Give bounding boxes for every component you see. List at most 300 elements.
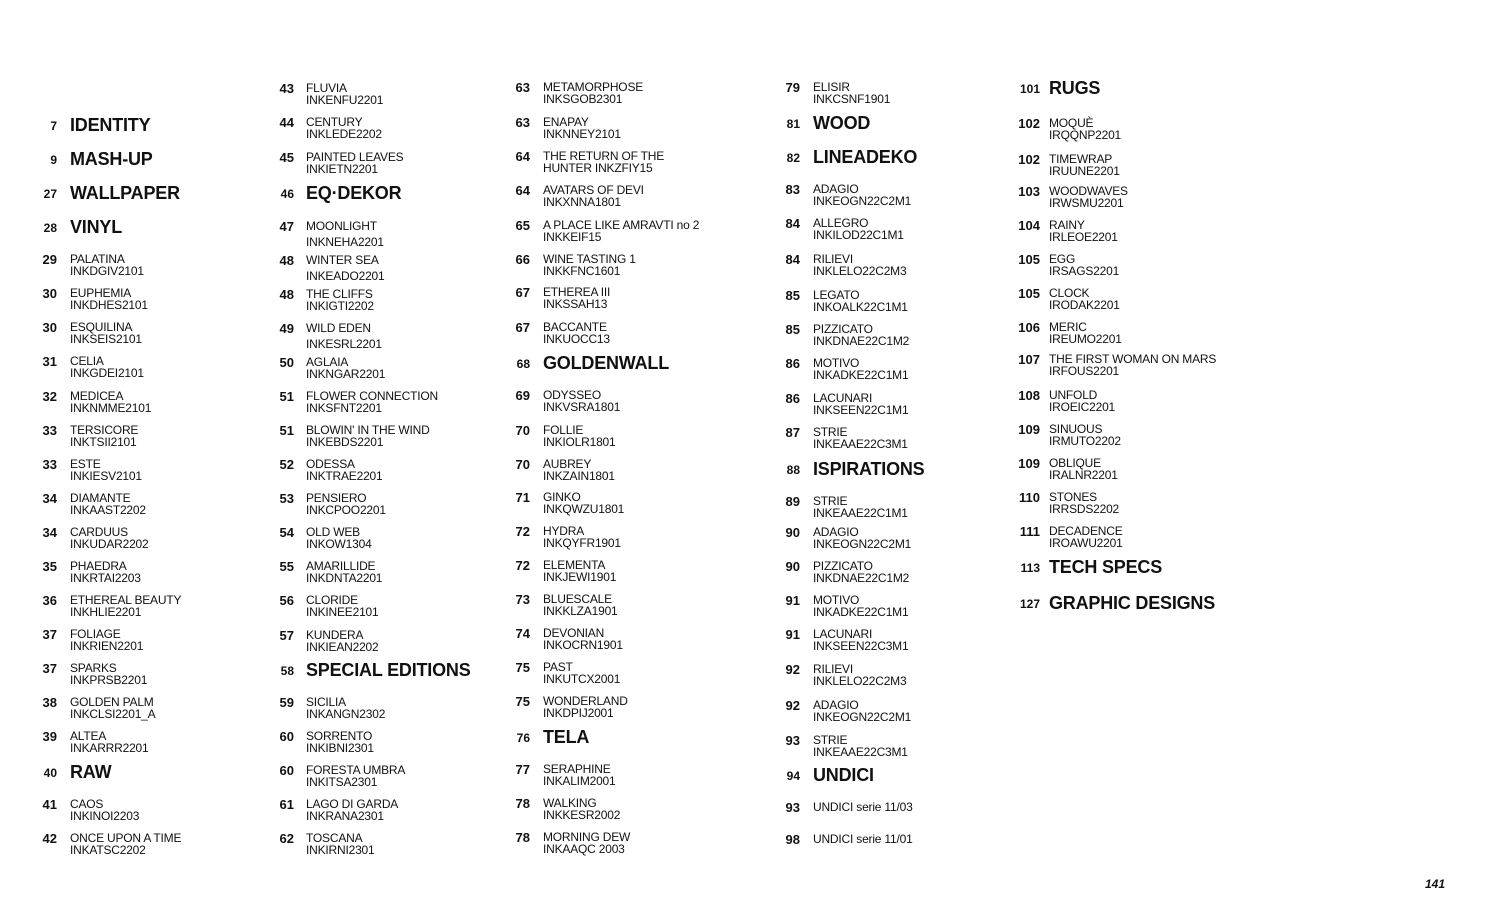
product-name: ODYSSEO	[543, 388, 601, 402]
entry-text	[70, 149, 153, 169]
page-ref: 105	[1018, 286, 1040, 301]
page-ref: 78	[515, 830, 530, 845]
product-code: INKQWZU1801	[543, 502, 625, 516]
entry-text	[70, 762, 112, 782]
product-name: THE FIRST WOMAN ON MARS	[1049, 352, 1217, 366]
entry-text	[813, 426, 908, 450]
product-name: ADAGIO	[813, 525, 859, 539]
page-ref: 33	[42, 457, 57, 472]
product-name: CELIA	[70, 354, 104, 368]
product-name: LEGATO	[813, 288, 860, 302]
page-ref: 105	[1018, 252, 1040, 267]
product-code: INKEAAE22C3M1	[813, 745, 908, 759]
product-name: MOTIVO	[813, 593, 860, 607]
product-code: INKADKE22C1M1	[813, 605, 909, 619]
page-ref: 90	[785, 559, 800, 574]
page-ref: 67	[515, 285, 530, 300]
product-code: INKNNEY2101	[543, 127, 621, 141]
product-name: MERIC	[1049, 320, 1087, 334]
entry-text	[306, 594, 379, 618]
product-code: IRUUNE2201	[1049, 164, 1120, 178]
product-name: SPARKS	[70, 661, 117, 675]
entry-text	[543, 424, 616, 448]
product-code: INKNMME2101	[70, 401, 152, 415]
product-code: INKKFNC1601	[543, 264, 621, 278]
entry-text	[1049, 185, 1128, 209]
entry-text	[543, 593, 618, 617]
product-code: IRLEOE2201	[1049, 230, 1118, 244]
page-ref: 48	[279, 253, 294, 268]
product-name: PHAEDRA	[70, 559, 127, 573]
entry-text	[543, 458, 615, 482]
page-ref: 67	[515, 320, 530, 335]
heading-title: ISPIRATIONS	[813, 459, 925, 479]
page-ref: 107	[1018, 352, 1040, 367]
product-code: INKOW1304	[306, 537, 372, 551]
entry-text	[70, 253, 144, 277]
page-ref: 27	[43, 187, 57, 201]
entry-text	[813, 217, 904, 241]
product-code: INKIEAN2202	[306, 640, 379, 654]
entry-text	[306, 356, 385, 380]
product-name: UNDICI serie 11/03	[813, 800, 913, 814]
product-code: HUNTER INKZFIY15	[543, 161, 653, 175]
product-name: OBLIQUE	[1049, 456, 1101, 470]
product-name: PAINTED LEAVES	[306, 150, 404, 164]
page-ref: 68	[516, 357, 530, 371]
entry-text	[306, 254, 385, 282]
entry-text	[813, 253, 906, 277]
product-name: TOSCANA	[306, 831, 363, 845]
product-code: INKKEIF15	[543, 230, 602, 244]
product-name: ODESSA	[306, 457, 355, 471]
product-code: INKOALK22C1M1	[813, 300, 908, 314]
product-name: BLOWIN' IN THE WIND	[306, 423, 430, 437]
entry-text	[70, 321, 142, 345]
page-ref: 109	[1018, 422, 1040, 437]
product-code: IRALNR2201	[1049, 468, 1118, 482]
product-name: AVATARS OF DEVI	[543, 183, 644, 197]
product-code: IRMUTO2202	[1049, 434, 1121, 448]
entry-text	[306, 629, 379, 653]
page-ref: 47	[279, 219, 294, 234]
page-ref: 30	[42, 286, 57, 301]
product-code: IREUMO2201	[1049, 332, 1122, 346]
page-ref: 72	[515, 524, 530, 539]
page-ref: 87	[785, 425, 800, 440]
page-ref: 56	[279, 593, 294, 608]
page-ref: 101	[1019, 82, 1040, 96]
entry-text	[813, 526, 911, 550]
page-ref: 63	[515, 80, 530, 95]
product-name: GOLDEN PALM	[70, 695, 154, 709]
heading-title: RAW	[70, 762, 112, 782]
page-ref: 104	[1018, 218, 1040, 233]
product-code: INKSEEN22C3M1	[813, 639, 909, 653]
product-code: INKCLSI2201_A	[70, 707, 156, 721]
product-code: INKKLZA1901	[543, 604, 618, 618]
product-code: INKEAAE22C1M1	[813, 506, 908, 520]
product-name: MOQUÈ	[1049, 116, 1094, 130]
entry-text	[306, 492, 386, 516]
heading-title: WALLPAPER	[70, 183, 180, 203]
entry-text	[543, 525, 621, 549]
entry-text	[306, 764, 405, 788]
page-ref: 48	[279, 287, 294, 302]
product-code: INKNEHA2201	[306, 235, 384, 249]
page-ref: 81	[786, 117, 800, 131]
product-name: A PLACE LIKE AMRAVTI no 2	[543, 218, 700, 232]
entry-text	[70, 424, 138, 448]
entry-text	[70, 492, 146, 516]
heading-title: LINEADEKO	[813, 147, 918, 167]
product-code: INKEOGN22C2M1	[813, 194, 912, 208]
product-code: INKZAIN1801	[543, 469, 615, 483]
page-ref: 78	[515, 796, 530, 811]
product-code: INKINOI2203	[70, 809, 140, 823]
entry-text	[1049, 593, 1216, 613]
product-code: INKUDAR2202	[70, 537, 149, 551]
product-code: INKGDEI2101	[70, 366, 144, 380]
entry-text	[543, 184, 644, 208]
entry-text	[70, 730, 149, 754]
page-ref: 111	[1019, 524, 1040, 539]
product-name: EGG	[1049, 252, 1076, 266]
page-ref: 103	[1018, 184, 1040, 199]
product-name: FOLLIE	[543, 423, 584, 437]
page-ref: 53	[279, 491, 294, 506]
heading-title: TECH SPECS	[1049, 557, 1163, 577]
product-name: CENTURY	[306, 115, 363, 129]
page-ref: 70	[515, 423, 530, 438]
page-ref: 94	[786, 769, 800, 783]
page-ref: 92	[785, 662, 800, 677]
page-ref: 85	[785, 322, 800, 337]
product-name: ETHEREAL BEAUTY	[70, 593, 182, 607]
page-ref: 40	[43, 766, 57, 780]
product-name: ALLEGRO	[813, 216, 869, 230]
page-ref: 37	[42, 661, 57, 676]
product-code: INKANGN2302	[306, 707, 386, 721]
entry-text	[543, 559, 616, 583]
entry-text	[70, 662, 147, 686]
entry-text	[306, 322, 382, 350]
page-ref: 44	[279, 115, 294, 130]
page-ref: 28	[43, 221, 57, 235]
entry-text	[70, 560, 141, 584]
product-code: INKIBNI2301	[306, 741, 374, 755]
entry-text	[813, 147, 918, 167]
product-code: INKTSII2101	[70, 435, 137, 449]
page-ref: 83	[785, 182, 800, 197]
page-ref: 64	[515, 183, 530, 198]
page-ref: 66	[515, 252, 530, 267]
page-ref: 113	[1020, 561, 1040, 575]
page-ref: 45	[279, 150, 294, 165]
product-code: INKLELO22C2M3	[813, 264, 907, 278]
page-ref: 29	[42, 252, 57, 267]
entry-text	[1049, 423, 1121, 447]
page-ref: 89	[785, 494, 800, 509]
entry-text	[543, 150, 664, 174]
product-code: INKSEIS2101	[70, 332, 142, 346]
entry-text	[1049, 389, 1115, 413]
product-name: LACUNARI	[813, 391, 873, 405]
product-code: INKIOLR1801	[543, 435, 616, 449]
page-ref: 84	[785, 216, 800, 231]
page-ref: 35	[42, 559, 57, 574]
page-ref: 61	[279, 797, 294, 812]
product-name: AGLAIA	[306, 355, 349, 369]
page-ref: 50	[279, 355, 294, 370]
product-name: ESQUILINA	[70, 320, 133, 334]
entry-text	[70, 696, 155, 720]
entry-text	[543, 219, 699, 243]
product-name: BLUESCALE	[543, 592, 612, 606]
heading-title: MASH-UP	[70, 149, 153, 169]
entry-text	[306, 183, 402, 203]
page-ref: 33	[42, 423, 57, 438]
entry-text	[1049, 117, 1121, 141]
product-code: INKENFU2201	[306, 93, 384, 107]
entry-text	[306, 832, 375, 856]
entry-text	[543, 727, 590, 747]
product-name: STRIE	[813, 733, 848, 747]
product-code: IRRSDS2202	[1049, 502, 1120, 516]
page-ref: 54	[279, 525, 294, 540]
page-ref: 102	[1018, 116, 1040, 131]
entry-text	[543, 321, 610, 345]
entry-text	[813, 833, 913, 845]
page-ref: 79	[785, 80, 800, 95]
page-ref: 9	[50, 153, 57, 167]
product-name: WOODWAVES	[1049, 184, 1128, 198]
page-ref: 84	[785, 252, 800, 267]
entry-text	[543, 627, 623, 651]
entry-text	[70, 526, 149, 550]
heading-title: GRAPHIC DESIGNS	[1049, 593, 1216, 613]
entry-text	[543, 353, 669, 373]
product-name: AUBREY	[543, 457, 592, 471]
entry-text	[813, 392, 908, 416]
product-code: INKEOGN22C2M1	[813, 537, 912, 551]
page-ref: 7	[50, 119, 57, 133]
entry-text	[543, 831, 630, 855]
product-code: INKEAAE22C3M1	[813, 437, 908, 451]
entry-text	[543, 695, 628, 719]
product-name: WINE TASTING 1	[543, 252, 636, 266]
product-code: INKXNNA1801	[543, 195, 621, 209]
product-name: ADAGIO	[813, 182, 859, 196]
page-ref: 93	[785, 800, 800, 815]
heading-title: TELA	[543, 727, 590, 747]
page-ref: 102	[1018, 152, 1040, 167]
product-code: INKAAQC 2003	[543, 842, 625, 856]
page-ref: 62	[279, 831, 294, 846]
product-name: STONES	[1049, 490, 1097, 504]
product-name: BACCANTE	[543, 320, 607, 334]
entry-text	[70, 183, 180, 203]
product-name: THE RETURN OF THE	[543, 149, 665, 163]
entry-text	[813, 628, 908, 652]
product-code: INKDNAE22C1M2	[813, 334, 910, 348]
page-number: 141	[1425, 877, 1446, 891]
entry-text	[813, 765, 874, 785]
product-code: INKSGOB2301	[543, 92, 623, 106]
product-code: IRFOUS2201	[1049, 364, 1120, 378]
product-name: PIZZICATO	[813, 559, 873, 573]
entry-text	[306, 526, 372, 550]
product-name: WILD EDEN	[306, 321, 371, 335]
product-name: TERSICORE	[70, 423, 139, 437]
product-name: CAOS	[70, 797, 104, 811]
page-ref: 51	[279, 423, 294, 438]
product-code: INKSSAH13	[543, 297, 608, 311]
page-ref: 127	[1019, 597, 1040, 611]
product-code: INKRANA2301	[306, 809, 384, 823]
entry-text	[306, 798, 398, 822]
entry-text	[813, 801, 913, 813]
product-name: GINKO	[543, 490, 581, 504]
entry-text	[306, 696, 385, 720]
product-name: SICILIA	[306, 695, 346, 709]
entry-text	[1049, 353, 1216, 377]
product-code: INKDPIJ2001	[543, 706, 614, 720]
product-code: IRQQNP2201	[1049, 128, 1122, 142]
page-ref: 91	[785, 627, 800, 642]
product-code: INKRTAI2203	[70, 571, 141, 585]
page-ref: 60	[279, 729, 294, 744]
product-name: LAGO DI GARDA	[306, 797, 399, 811]
entry-text	[306, 82, 383, 106]
product-code: INKARRR2201	[70, 741, 149, 755]
page-ref: 73	[515, 592, 530, 607]
entry-text	[70, 832, 181, 856]
entry-text	[70, 628, 143, 652]
entry-text	[1049, 287, 1120, 311]
page-ref: 46	[280, 187, 294, 201]
product-code: INKATSC2202	[70, 843, 146, 857]
product-code: INKVSRA1801	[543, 400, 621, 414]
entry-text	[543, 797, 620, 821]
product-name: DEVONIAN	[543, 626, 605, 640]
product-name: UNDICI serie 11/01	[813, 832, 913, 846]
product-code: INKEADO2201	[306, 269, 385, 283]
page-ref: 64	[515, 149, 530, 164]
product-name: THE CLIFFS	[306, 287, 373, 301]
entry-text	[543, 491, 624, 515]
entry-text	[306, 730, 374, 754]
product-code: INKIRNI2301	[306, 843, 375, 857]
product-code: INKSEEN22C1M1	[813, 403, 909, 417]
page-ref: 90	[785, 525, 800, 540]
page-ref: 77	[515, 762, 530, 777]
entry-text	[543, 389, 620, 413]
product-name: DIAMANTE	[70, 491, 131, 505]
entry-text	[306, 660, 471, 680]
page-ref: 38	[42, 695, 57, 710]
page-ref: 88	[786, 463, 800, 477]
entry-text	[543, 116, 621, 140]
product-name: CARDUUS	[70, 525, 128, 539]
product-name: SERAPHINE	[543, 762, 611, 776]
product-code: INKDNTA2201	[306, 571, 383, 585]
entry-text	[813, 81, 890, 105]
entry-text	[70, 390, 151, 414]
product-name: STRIE	[813, 494, 848, 508]
page-ref: 39	[42, 729, 57, 744]
page-ref: 43	[279, 81, 294, 96]
product-code: INKCPOO2201	[306, 503, 386, 517]
product-code: INKSFNT2201	[306, 401, 382, 415]
entry-text	[813, 699, 911, 723]
page-ref: 57	[279, 628, 294, 643]
product-name: RILIEVI	[813, 662, 853, 676]
page-ref: 71	[515, 490, 530, 505]
heading-title: WOOD	[813, 113, 871, 133]
product-name: DECADENCE	[1049, 524, 1123, 538]
product-code: INKIETN2201	[306, 162, 378, 176]
page-ref: 91	[785, 593, 800, 608]
product-name: CLORIDE	[306, 593, 358, 607]
entry-text	[306, 560, 382, 584]
entry-text	[813, 183, 911, 207]
product-name: MOONLIGHT	[306, 219, 377, 233]
product-name: FLOWER CONNECTION	[306, 389, 438, 403]
product-code: INKKESR2002	[543, 808, 621, 822]
page-ref: 93	[785, 733, 800, 748]
entry-text	[306, 151, 403, 175]
product-code: INKJEWI1901	[543, 570, 617, 584]
page-ref: 82	[786, 151, 800, 165]
entry-text	[543, 286, 610, 310]
product-code: INKEOGN22C2M1	[813, 710, 912, 724]
product-name: ONCE UPON A TIME	[70, 831, 182, 845]
page-ref: 55	[279, 559, 294, 574]
entry-text	[70, 458, 142, 482]
entry-text	[813, 560, 909, 584]
page-ref: 60	[279, 763, 294, 778]
product-name: ENAPAY	[543, 115, 589, 129]
entry-text	[1049, 557, 1163, 577]
product-name: SORRENTO	[306, 729, 373, 743]
heading-title: GOLDENWALL	[543, 353, 669, 373]
product-code: INKDGIV2101	[70, 264, 144, 278]
entry-text	[70, 355, 144, 379]
product-code: INKADKE22C1M1	[813, 368, 909, 382]
product-code: IRWSMU2201	[1049, 196, 1124, 210]
page-ref: 70	[515, 457, 530, 472]
product-name: PENSIERO	[306, 491, 367, 505]
product-name: FLUVIA	[306, 81, 347, 95]
page-ref: 109	[1018, 456, 1040, 471]
entry-text	[813, 289, 908, 313]
entry-text	[813, 734, 908, 758]
product-name: HYDRA	[543, 524, 585, 538]
entry-text	[70, 115, 151, 135]
page-ref: 86	[785, 356, 800, 371]
product-name: CLOCK	[1049, 286, 1090, 300]
entry-text	[813, 113, 871, 133]
page-ref: 63	[515, 115, 530, 130]
product-code: INKUTCX2001	[543, 672, 621, 686]
page-ref: 75	[515, 660, 530, 675]
product-code: INKHLIE2201	[70, 605, 142, 619]
product-code: IRODAK2201	[1049, 298, 1120, 312]
product-code: IROEIC2201	[1049, 400, 1116, 414]
product-code: INKITSA2301	[306, 775, 378, 789]
product-name: MOTIVO	[813, 356, 860, 370]
